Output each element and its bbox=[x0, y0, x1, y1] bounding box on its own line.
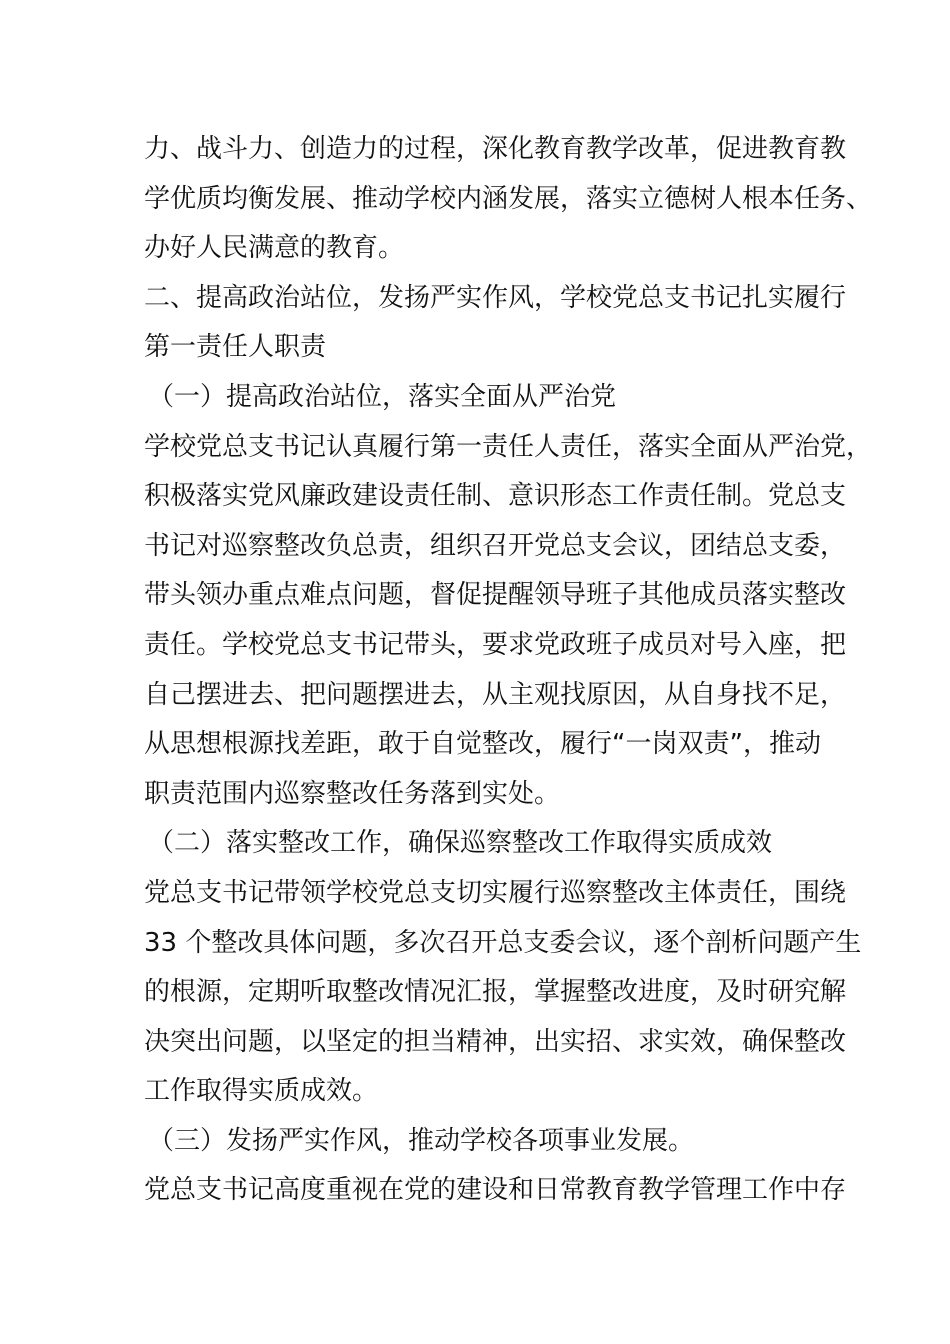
body-line: 带头领办重点难点问题，督促提醒领导班子其他成员落实整改 bbox=[144, 580, 847, 611]
body-line: 力、战斗力、创造力的过程，深化教育教学改革，促进教育教 bbox=[144, 134, 847, 164]
body-line: 职责范围内巡察整改任务落到实处。 bbox=[144, 778, 561, 809]
body-line: 工作取得实质成效。 bbox=[144, 1076, 379, 1107]
body-line: 学优质均衡发展、推动学校内涵发展，落实立德树人根本任务、 bbox=[144, 183, 873, 214]
section-title-line: 二、提高政治站位，发扬严实作风，学校党总支书记扎实履行 bbox=[144, 282, 847, 313]
body-line: 党总支书记带领学校党总支切实履行巡察整改主体责任，围绕 bbox=[144, 877, 847, 908]
body-line: 党总支书记高度重视在党的建设和日常教育教学管理工作中存 bbox=[144, 1175, 847, 1206]
section-title-line: 第一责任人职责 bbox=[144, 332, 327, 363]
subheading: （二）落实整改工作，确保巡察整改工作取得实质成效 bbox=[148, 828, 773, 859]
body-line: 自己摆进去、把问题摆进去，从主观找原因，从自身找不足， bbox=[144, 679, 847, 710]
subheading: （三）发扬严实作风，推动学校各项事业发展。 bbox=[148, 1125, 695, 1156]
subheading: （一）提高政治站位，落实全面从严治党 bbox=[148, 381, 617, 412]
body-line: 33 个整改具体问题，多次召开总支委会议，逐个剖析问题产生 bbox=[144, 927, 862, 958]
body-line: 从思想根源找差距，敢于自觉整改，履行“一岗双责”，推动 bbox=[144, 729, 821, 760]
body-line: 积极落实党风廉政建设责任制、意识形态工作责任制。党总支 bbox=[144, 481, 847, 512]
body-line: 书记对巡察整改负总责，组织召开党总支会议，团结总支委， bbox=[144, 530, 847, 561]
body-line: 的根源，定期听取整改情况汇报，掌握整改进度，及时研究解 bbox=[144, 977, 847, 1008]
body-line: 责任。学校党总支书记带头，要求党政班子成员对号入座，把 bbox=[144, 629, 847, 660]
body-line: 学校党总支书记认真履行第一责任人责任，落实全面从严治党， bbox=[144, 431, 873, 462]
document-body bbox=[144, 125, 873, 1216]
body-line: 决突出问题，以坚定的担当精神，出实招、求实效，确保整改 bbox=[144, 1026, 847, 1057]
body-line: 办好人民满意的教育。 bbox=[144, 233, 405, 264]
